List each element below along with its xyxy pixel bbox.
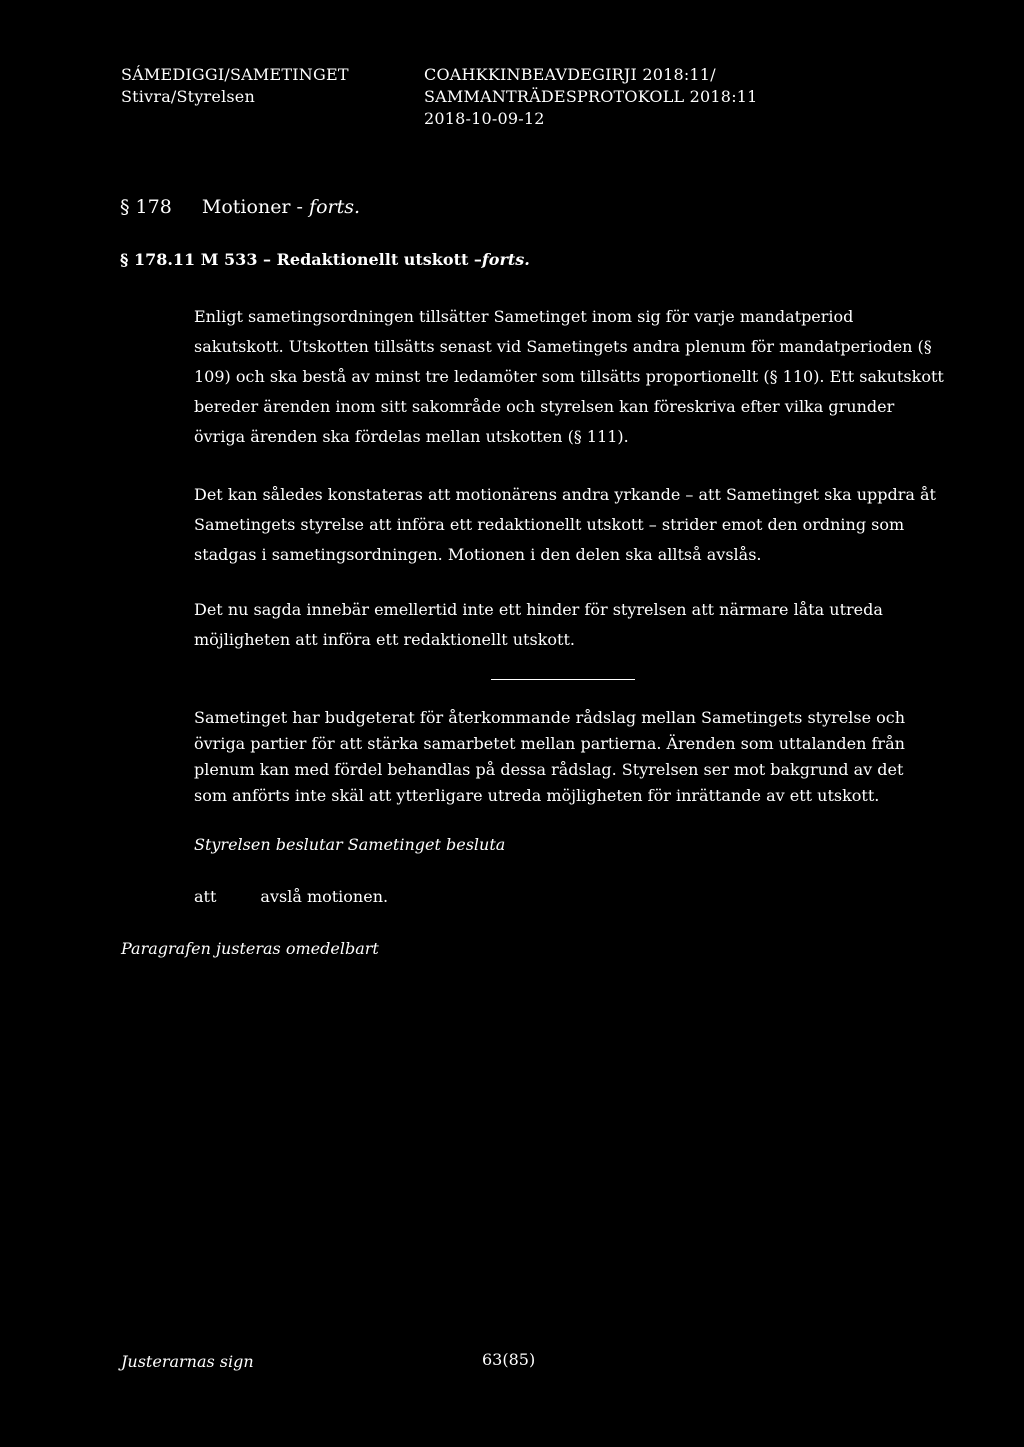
paragraph-sakutskott	[194, 302, 964, 452]
paragraph-radslag	[194, 705, 964, 809]
paragraph-line: plenum kan med fördel behandlas på dessa rådslag. Styrelsen ser mot bakgrund av det	[194, 760, 904, 779]
subsection-number: 178.11	[133, 250, 196, 269]
section-suffix: forts.	[309, 196, 361, 218]
page-number: 63(85)	[482, 1350, 536, 1369]
paragraph-line: Sametinget har budgeterat för återkommande rådslag mellan Sametingets styrelse och	[194, 708, 906, 727]
decision-line	[194, 887, 388, 906]
paragraph-line: möjligheten att införa ett redaktionellt utskott.	[194, 630, 575, 649]
paragraph-line: Enligt sametingsordningen tillsätter Sametinget inom sig för varje mandatperiod	[194, 307, 854, 326]
paragraph-line: Sametingets styrelse att införa ett redaktionellt utskott – strider emot den ordning som	[194, 515, 905, 534]
section-title: Motioner -	[201, 196, 303, 218]
paragraph-line: 109) och ska bestå av minst tre ledamöter som tillsätts proportionellt (§ 110). Ett sakutskott	[194, 367, 944, 386]
paragraph-line: Det kan således konstateras att motionärens andra yrkande – att Sametinget ska uppdra åt	[194, 485, 936, 504]
section-heading	[120, 196, 360, 218]
paragraph-line: sakutskott. Utskotten tillsätts senast vid Sametingets andra plenum för mandatperioden (§	[194, 337, 932, 356]
decision-text: avslå motionen.	[260, 887, 389, 906]
separator-rule	[491, 679, 635, 680]
header-document	[424, 64, 758, 130]
paragraph-conclusion	[194, 480, 964, 570]
paragraph-line: övriga partier för att stärka samarbetet mellan partierna. Ärenden som uttalanden från	[194, 734, 905, 753]
org-name: SÁMEDIGGI/SAMETINGET	[121, 65, 349, 84]
org-unit: Stivra/Styrelsen	[121, 87, 255, 106]
paragraph-line: som anförts inte skäl att ytterligare utreda möjligheten för inrättande av ett utskott.	[194, 786, 880, 805]
paragraph-investigation	[194, 595, 964, 655]
footer-sign-label: Justerarnas sign	[121, 1352, 254, 1371]
subsection-title: M 533 – Redaktionellt utskott –	[200, 250, 482, 269]
paragraph-line: övriga ärenden ska fördelas mellan utskotten (§ 111).	[194, 427, 629, 446]
doc-title: COAHKKINBEAVDEGIRJI 2018:11/	[424, 65, 716, 84]
adjustment-note: Paragrafen justeras omedelbart	[121, 939, 379, 958]
decision-att: att	[194, 887, 217, 906]
section-symbol: §	[120, 196, 130, 218]
subsection-symbol: §	[120, 250, 129, 269]
paragraph-line: stadgas i sametingsordningen. Motionen i den delen ska alltså avslås.	[194, 545, 762, 564]
header-organization	[121, 64, 349, 108]
section-number: 178	[135, 196, 172, 218]
doc-date: 2018-10-09-12	[424, 109, 545, 128]
decision-heading: Styrelsen beslutar Sametinget besluta	[194, 835, 506, 854]
doc-protocol: SAMMANTRÄDESPROTOKOLL 2018:11	[424, 87, 758, 106]
subsection-suffix: forts.	[481, 250, 530, 269]
paragraph-line: Det nu sagda innebär emellertid inte ett hinder för styrelsen att närmare låta utreda	[194, 600, 883, 619]
subsection-heading	[120, 250, 530, 269]
paragraph-line: bereder ärenden inom sitt sakområde och styrelsen kan föreskriva efter vilka grunder	[194, 397, 895, 416]
